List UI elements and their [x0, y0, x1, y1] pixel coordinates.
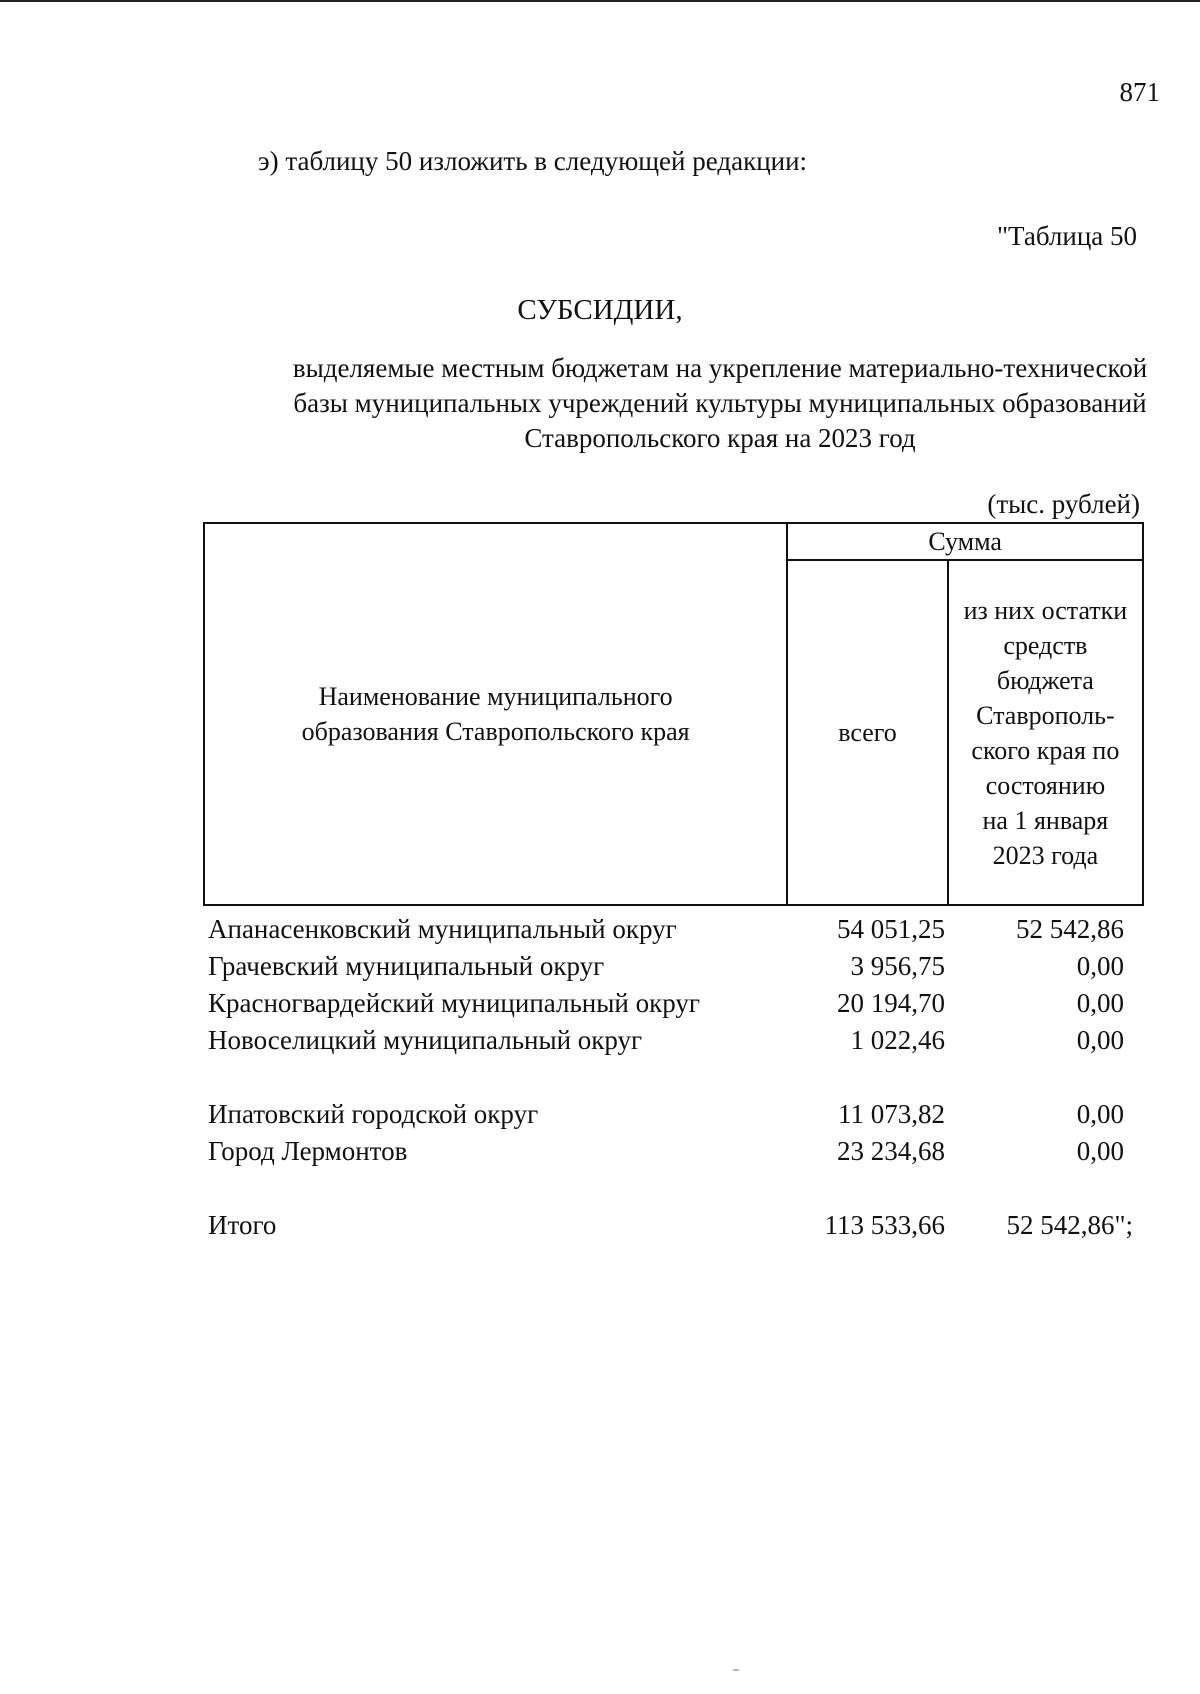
header-remainder-line: состоянию [985, 770, 1106, 800]
total-row-label: Итого [208, 1210, 277, 1240]
table-label: "Таблица 50 [997, 221, 1137, 251]
row-remainder-amount: 0,00 [1076, 1025, 1124, 1055]
column-header-name [204, 523, 787, 905]
subsidies-table-body [203, 911, 1144, 1244]
document-title: СУБСИДИИ, [517, 294, 683, 326]
column-header-remainder [948, 560, 1143, 905]
row-municipality-name: Ипатовский городской округ [208, 1099, 539, 1129]
row-remainder-amount: 0,00 [1076, 1136, 1124, 1166]
scan-artifact [733, 1669, 739, 1671]
row-remainder-amount: 0,00 [1076, 951, 1124, 981]
row-total-amount: 3 956,75 [850, 951, 945, 981]
row-total-amount: 54 051,25 [837, 914, 945, 944]
units-label: (тыс. рублей) [987, 489, 1140, 519]
row-remainder-amount: 52 542,86 [1016, 914, 1124, 944]
subsidies-table-header [203, 522, 1144, 906]
row-remainder-amount: 0,00 [1076, 988, 1124, 1018]
table-row [203, 1096, 1144, 1133]
table-row [203, 911, 1144, 948]
row-municipality-name: Грачевский муниципальный округ [208, 951, 605, 981]
row-total-amount: 11 073,82 [838, 1099, 945, 1129]
row-total-amount: 23 234,68 [837, 1136, 945, 1166]
table-row [203, 985, 1144, 1022]
document-subtitle [200, 351, 1200, 456]
row-municipality-name: Апанасенковский муниципальный округ [208, 914, 677, 944]
row-remainder-amount: 0,00 [1076, 1099, 1124, 1129]
header-name-line: образования Ставропольского края [301, 717, 690, 746]
table-row [203, 948, 1144, 985]
total-row-remainder: 52 542,86"; [1006, 1210, 1133, 1240]
intro-paragraph: э) таблицу 50 изложить в следующей редакции: [258, 146, 808, 176]
header-remainder-line: бюджета [996, 665, 1094, 695]
table-row [203, 1133, 1144, 1170]
header-name-line: Наименование муниципального [318, 682, 673, 711]
subtitle-line: Ставропольского края на 2023 год [524, 423, 916, 453]
column-header-sum: Сумма [787, 523, 1143, 560]
row-spacer [203, 1170, 1144, 1207]
row-total-amount: 20 194,70 [837, 988, 945, 1018]
top-border-line [0, 0, 1200, 2]
row-municipality-name: Красногвардейский муниципальный округ [208, 988, 700, 1018]
row-municipality-name: Новоселицкий муниципальный округ [208, 1025, 643, 1055]
row-total-amount: 1 022,46 [850, 1025, 945, 1055]
table-total-row [203, 1207, 1144, 1244]
header-remainder-line: на 1 января [982, 805, 1109, 835]
header-remainder-line: ского края по [971, 735, 1120, 765]
page-number: 871 [1119, 77, 1160, 107]
subtitle-line: выделяемые местным бюджетам на укрепление материально-технической [292, 353, 1148, 383]
subtitle-line: базы муниципальных учреждений культуры муниципальных образований [293, 388, 1147, 418]
total-row-amount: 113 533,66 [824, 1210, 945, 1240]
row-spacer [203, 1059, 1144, 1096]
table-row [203, 1022, 1144, 1059]
header-remainder-line: 2023 года [992, 840, 1099, 870]
column-header-total: всего [787, 560, 948, 905]
header-remainder-line: Ставрополь- [976, 700, 1115, 730]
row-municipality-name: Город Лермонтов [208, 1136, 408, 1166]
header-remainder-line: из них остатки [963, 595, 1128, 625]
header-remainder-line: средств [1003, 630, 1088, 660]
